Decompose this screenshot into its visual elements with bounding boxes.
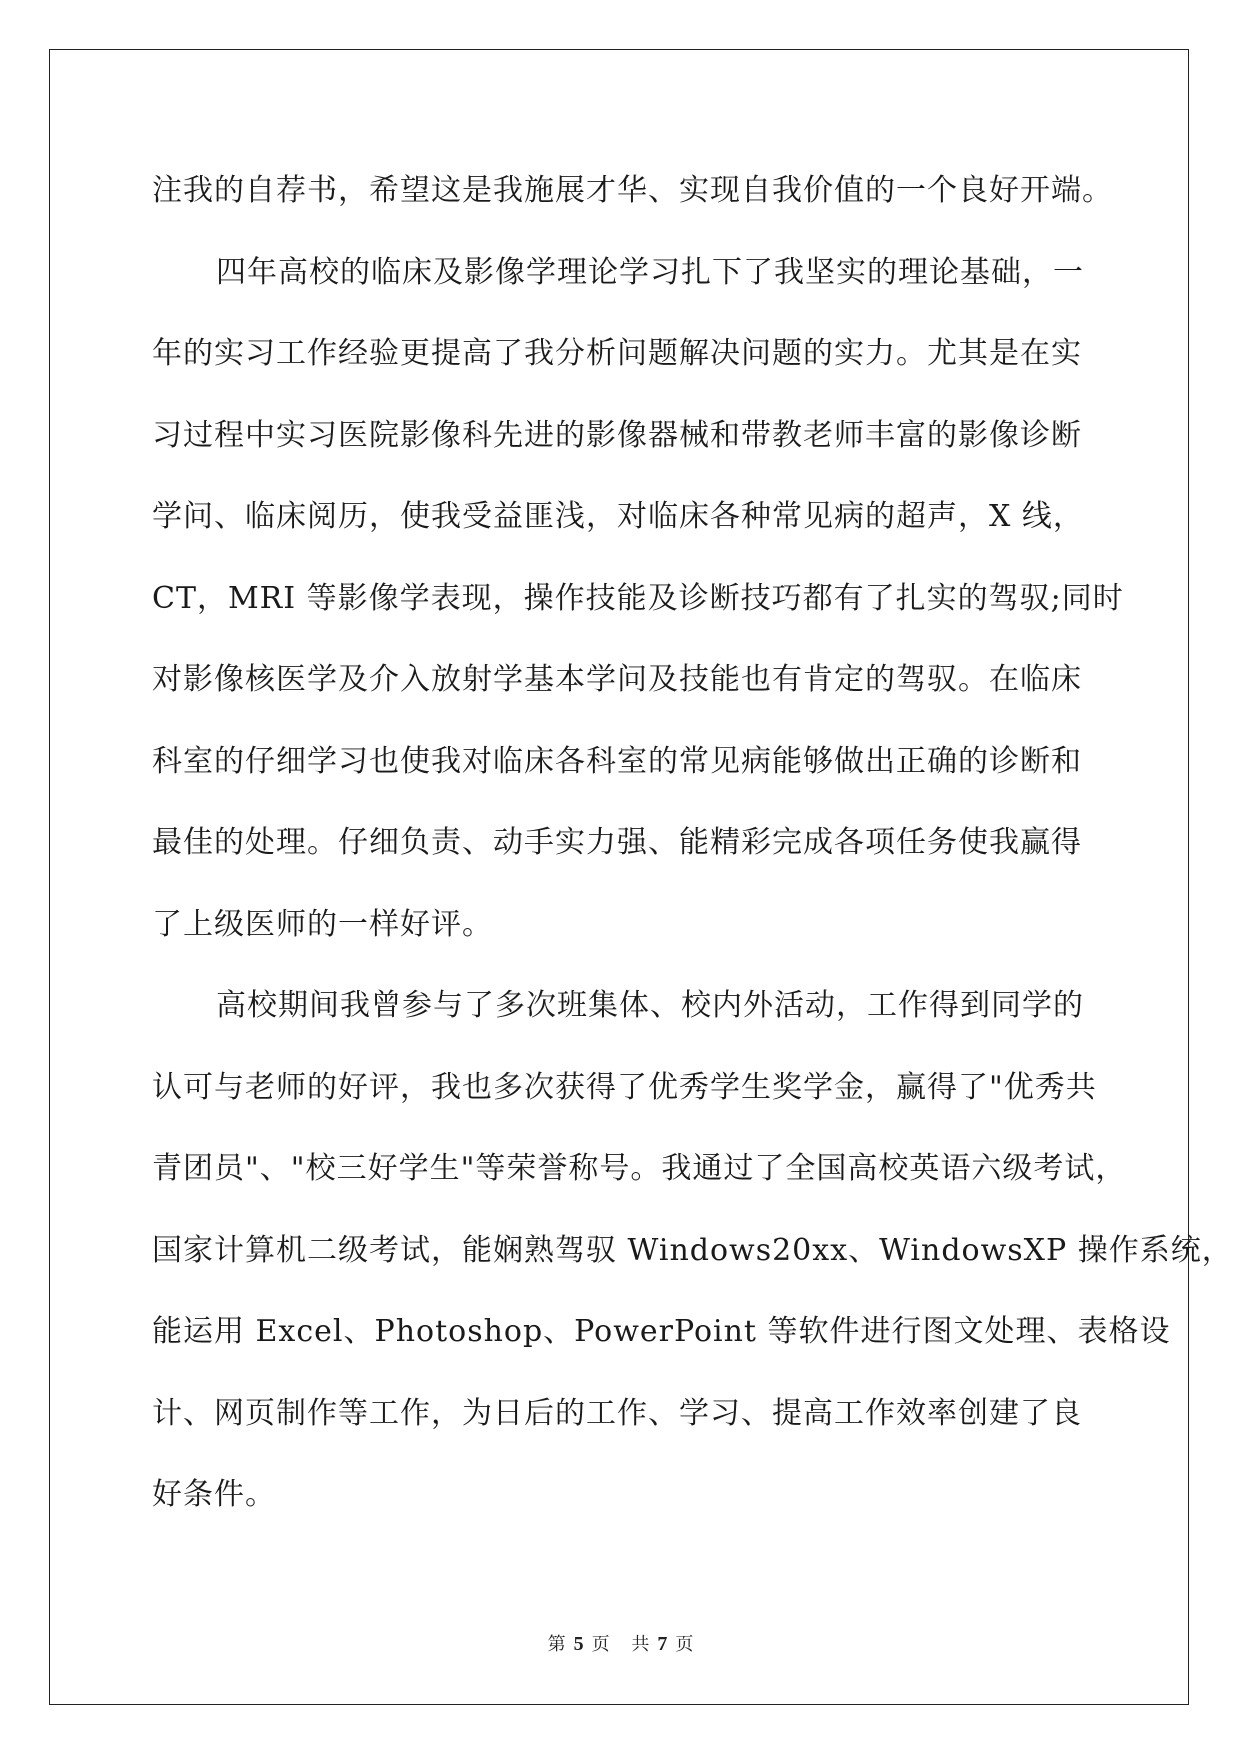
text-line: 科室的仔细学习也使我对临床各科室的常见病能够做出正确的诊断和: [152, 743, 1082, 779]
text-line: 计、网页制作等工作，为日后的工作、学习、提高工作效率创建了良: [152, 1395, 1082, 1431]
text-line: 习过程中实习医院影像科先进的影像器械和带教老师丰富的影像诊断: [152, 417, 1082, 453]
total-indicator: [627, 1634, 697, 1655]
page-suffix: 页: [591, 1634, 610, 1655]
text-line: 国家计算机二级考试，能娴熟驾驭 Windows20xx、WindowsXP 操作系统，: [152, 1232, 1233, 1268]
text-line: 注我的自荐书，希望这是我施展才华、实现自我价值的一个良好开端。: [152, 173, 1113, 208]
text-line: 认可与老师的好评，我也多次获得了优秀学生奖学金，赢得了"优秀共: [152, 1069, 1097, 1105]
page-prefix: 第: [547, 1634, 566, 1655]
document-body: [152, 150, 1233, 1536]
page-footer: [0, 1630, 1241, 1656]
text-line: 了上级医师的一样好评。: [152, 906, 493, 942]
text-line: 能运用 Excel、Photoshop、PowerPoint 等软件进行图文处理、表格设: [152, 1314, 1171, 1349]
text-line: 对影像核医学及介入放射学基本学问及技能也有肯定的驾驭。在临床: [152, 662, 1082, 697]
text-line: 学问、临床阅历，使我受益匪浅，对临床各种常见病的超声，X 线，: [152, 499, 1084, 534]
text-line: 最佳的处理。仔细负责、动手实力强、能精彩完成各项任务使我赢得: [152, 825, 1082, 860]
total-pages: 7: [657, 1633, 668, 1655]
text-line: 四年高校的临床及影像学理论学习扎下了我坚实的理论基础，一: [216, 254, 1084, 290]
page-indicator: [544, 1634, 614, 1655]
total-suffix: 页: [675, 1634, 694, 1655]
text-line: 青团员"、"校三好学生"等荣誉称号。我通过了全国高校英语六级考试，: [152, 1151, 1127, 1186]
text-line: 好条件。: [152, 1477, 276, 1512]
text-line: 高校期间我曾参与了多次班集体、校内外活动，工作得到同学的: [216, 988, 1084, 1023]
text-line: CT，MRI 等影像学表现，操作技能及诊断技巧都有了扎实的驾驭;同时: [152, 580, 1124, 616]
page-number: 5: [573, 1633, 584, 1655]
total-prefix: 共: [631, 1634, 650, 1655]
text-line: 年的实习工作经验更提高了我分析问题解决问题的实力。尤其是在实: [152, 336, 1082, 371]
